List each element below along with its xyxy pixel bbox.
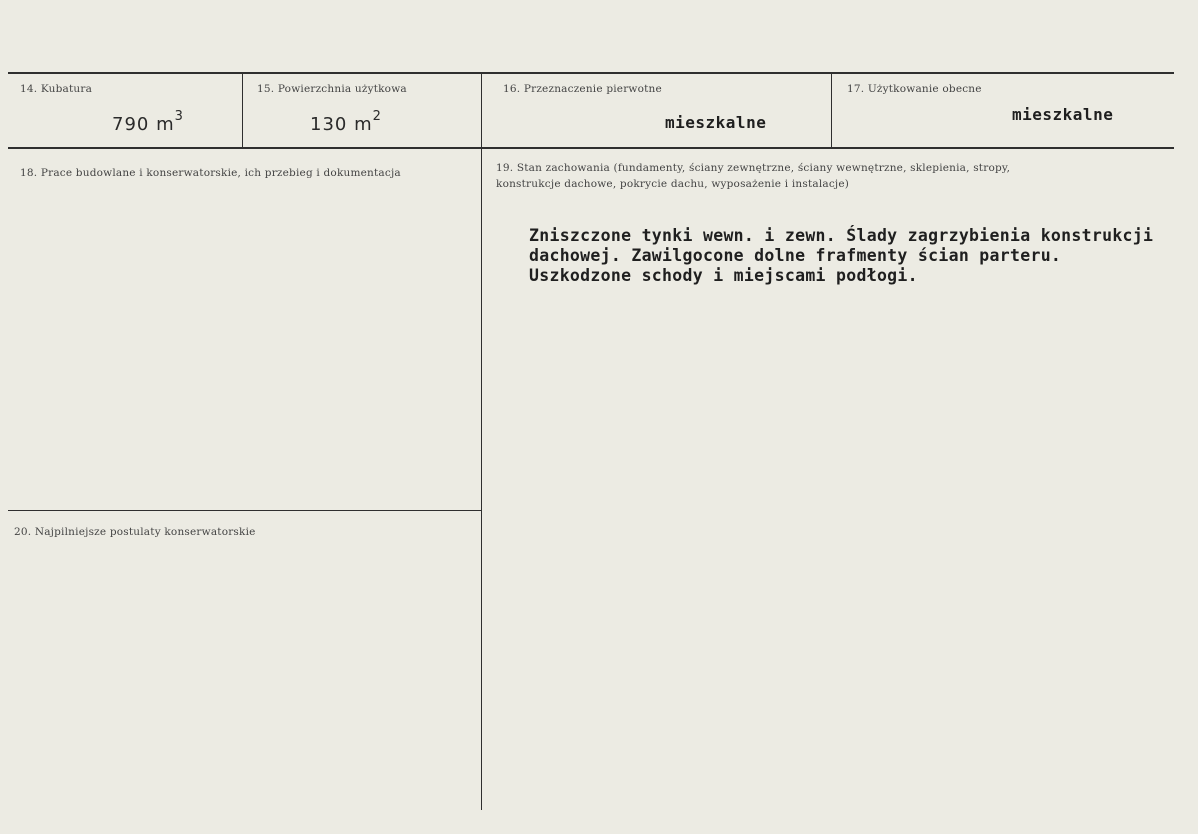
divider-16-17 [831, 74, 832, 147]
condition-line-3: Uszkodzone schody i miejscami podłogi. [529, 266, 918, 285]
field-14-value [112, 109, 184, 135]
field-15-label: 15. Powierzchnia użytkowa [257, 83, 407, 95]
field-17-label: 17. Użytkowanie obecne [847, 83, 982, 95]
divider-14-15 [242, 74, 243, 147]
field-15-unit: m [354, 114, 373, 135]
field-15-number: 130 [310, 114, 348, 135]
field-14-unit: m [156, 114, 175, 135]
field-18-label: 18. Prace budowlane i konserwatorskie, ich przebieg i dokumentacja [20, 167, 401, 179]
field-16-value: mieszkalne [665, 113, 767, 132]
field-14-label: 14. Kubatura [20, 83, 93, 95]
field18-bottom-rule [8, 510, 481, 511]
field-17-value: mieszkalne [1012, 105, 1114, 124]
field-14-number: 790 [112, 114, 150, 135]
condition-line-1: Zniszczone tynki wewn. i zewn. Ślady zagrzybienia konstrukcji [529, 226, 1154, 245]
condition-description [529, 226, 1153, 286]
divider-main [481, 74, 482, 810]
top-rule [8, 72, 1174, 74]
condition-line-2: dachowej. Zawilgocone dolne frafmenty ścian parteru. [529, 246, 1062, 265]
field-19-label-line2: konstrukcje dachowe, pokrycie dachu, wyposażenie i instalacje) [496, 178, 850, 190]
field-15-value [310, 109, 382, 135]
field-16-label: 16. Przeznaczenie pierwotne [503, 83, 662, 95]
field-15-unit-exponent: 2 [372, 109, 382, 124]
field-20-label: 20. Najpilniejsze postulaty konserwatorskie [14, 526, 256, 538]
row1-bottom-rule [8, 147, 1174, 149]
field-14-unit-exponent: 3 [174, 109, 184, 124]
field-19-label-line1: 19. Stan zachowania (fundamenty, ściany zewnętrzne, ściany wewnętrzne, sklepienia, stropy, [496, 162, 1011, 174]
